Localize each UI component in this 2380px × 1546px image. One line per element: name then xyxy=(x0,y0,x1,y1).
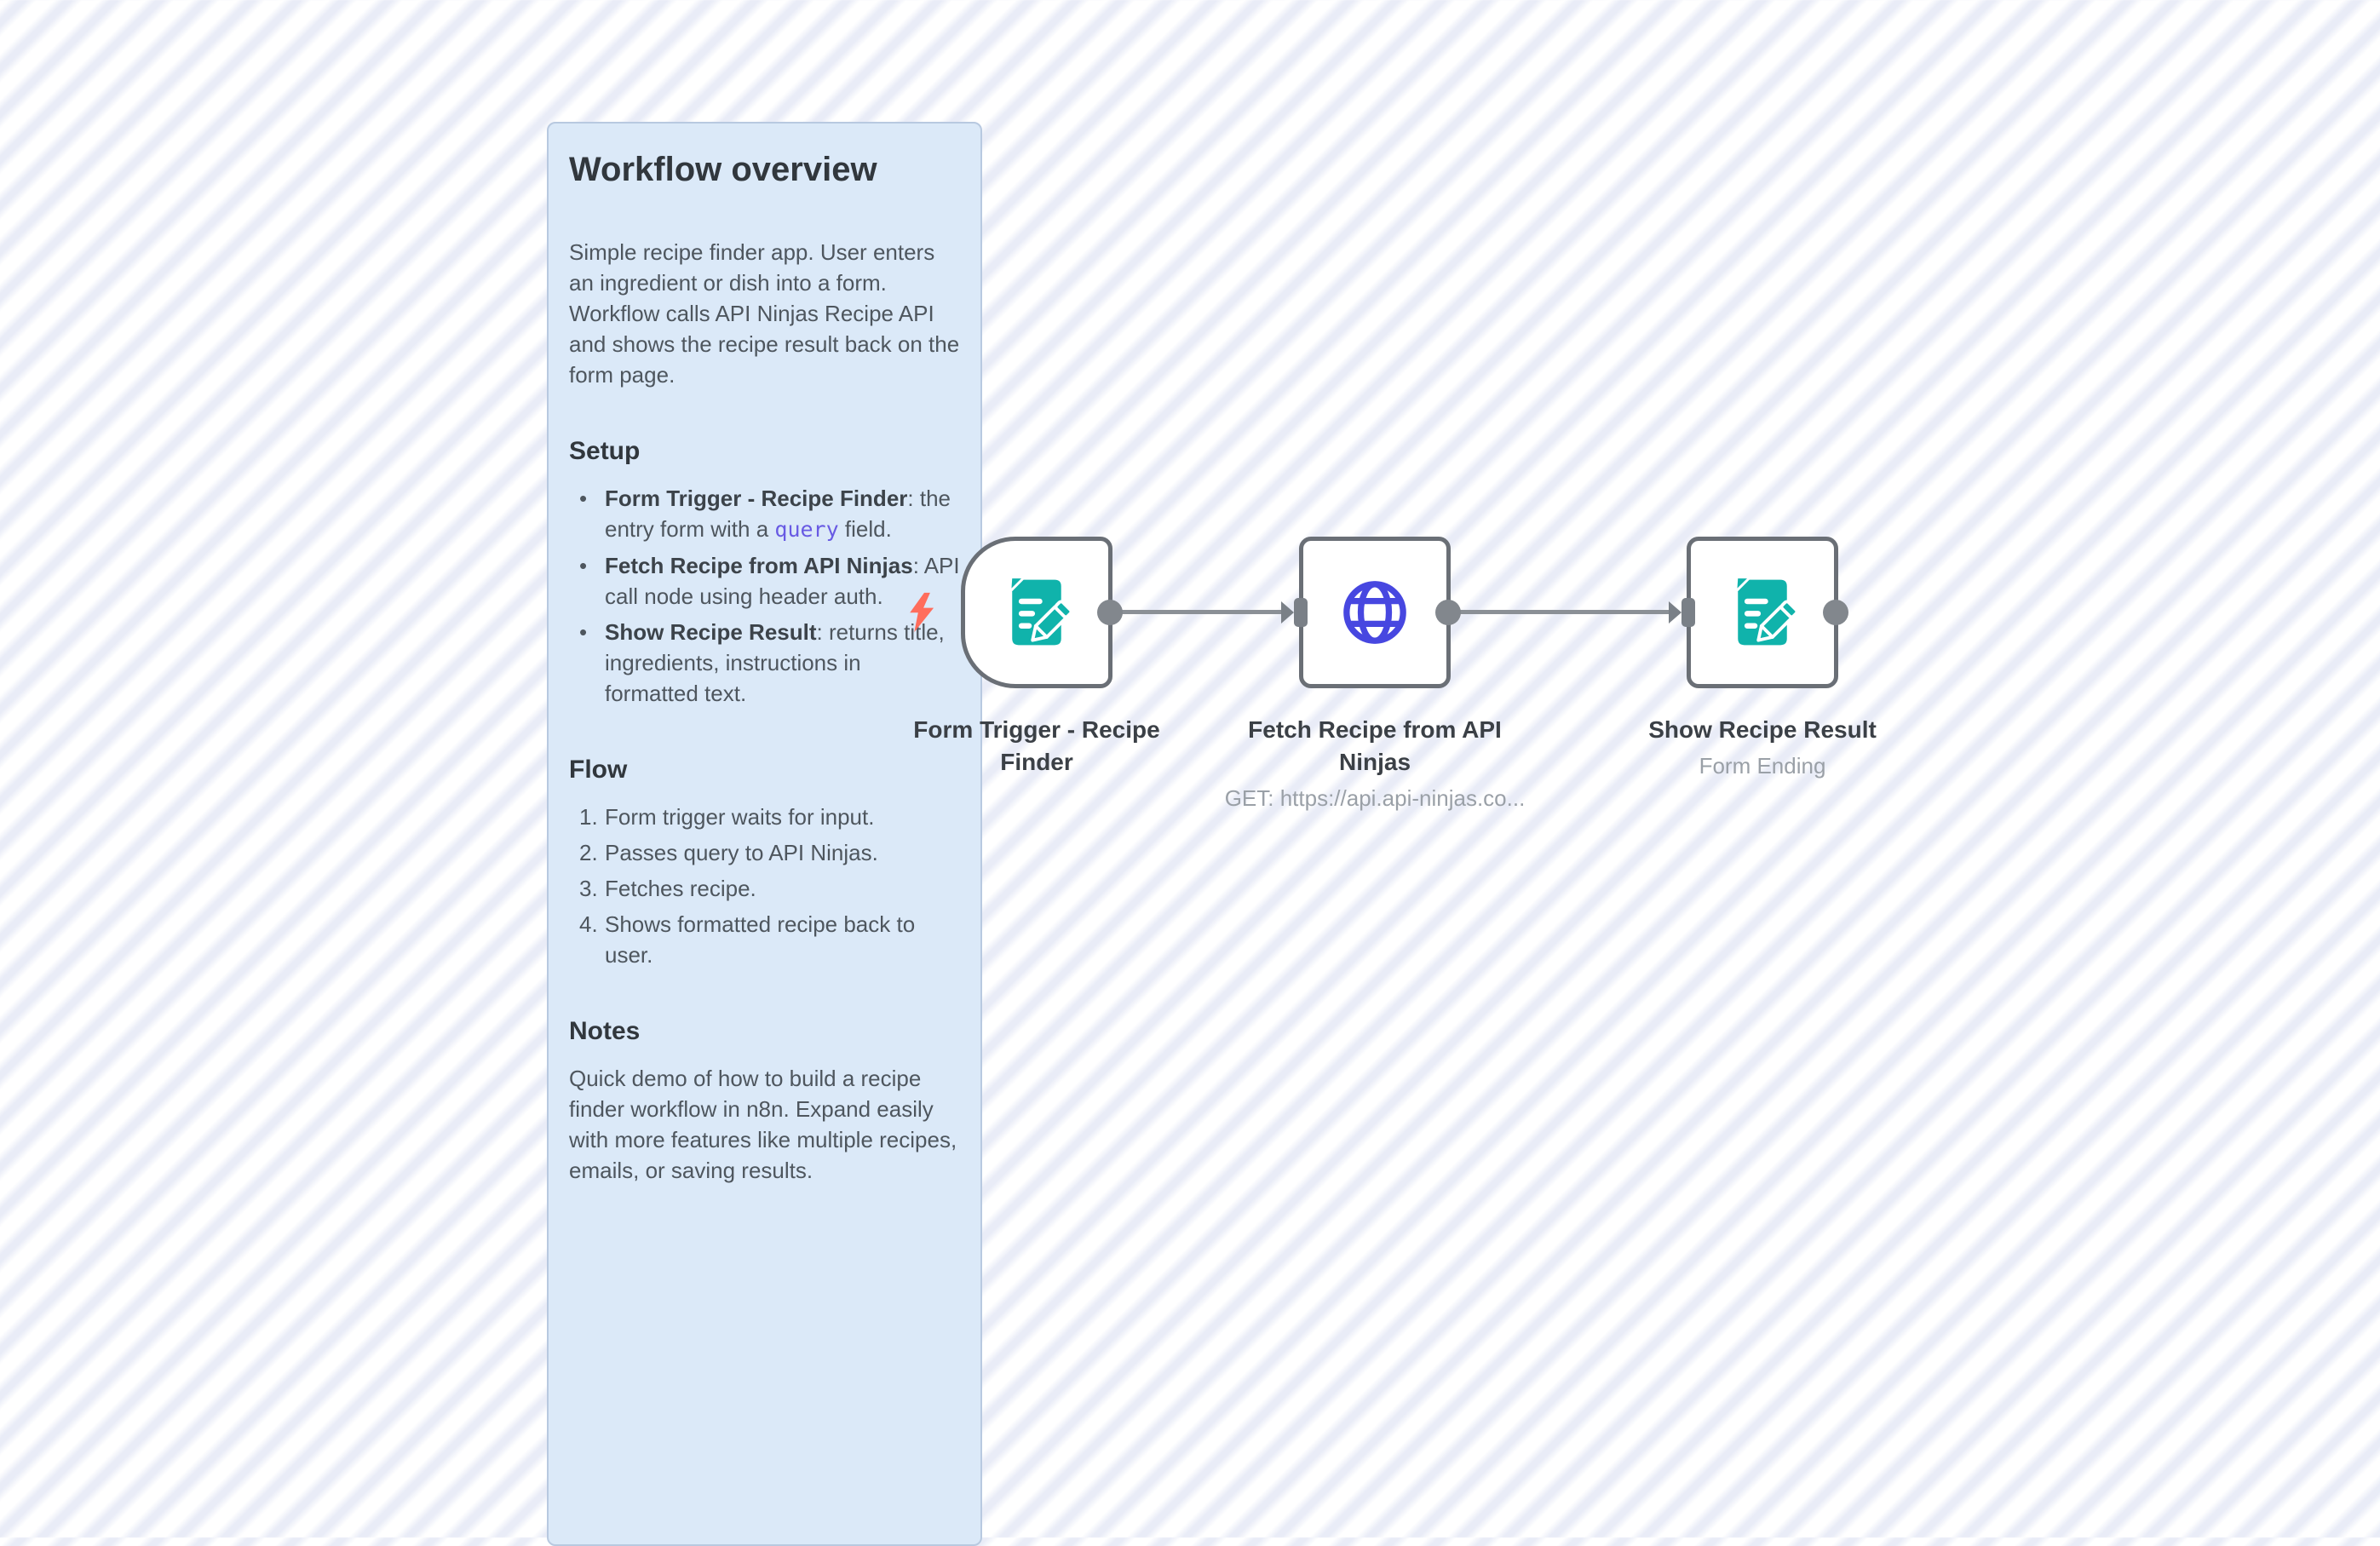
number-marker: 2. xyxy=(579,840,598,865)
list-item: • Form Trigger - Recipe Finder: the entry form with a query field. xyxy=(569,483,960,545)
globe-icon xyxy=(1336,573,1414,652)
list-item: • Show Recipe Result: returns title, ingredients, instructions in formatted text. xyxy=(569,617,960,709)
sticky-heading-notes: Notes xyxy=(569,1017,641,1045)
input-connector-bar xyxy=(1682,598,1695,627)
connection-line[interactable] xyxy=(1451,610,1669,614)
bullet-marker: • xyxy=(579,553,588,578)
node-subtitle: GET: https://api.api-ninjas.co... xyxy=(1224,785,1526,811)
input-connector-arrow-icon xyxy=(1669,601,1682,624)
sticky-intro: Simple recipe finder app. User enters an ingredient or dish into a form. Workflow calls API Ninjas Recipe API and shows the recipe result back on the form page. xyxy=(569,239,960,388)
node-label xyxy=(841,714,1233,779)
bullet-marker: • xyxy=(579,619,588,645)
setup-list xyxy=(569,483,960,709)
list-item: 1. Form trigger waits for input. xyxy=(569,802,960,832)
node-title: Fetch Recipe from API Ninjas xyxy=(1248,716,1502,775)
node-title: Show Recipe Result xyxy=(1648,716,1877,743)
input-connector-bar xyxy=(1294,598,1308,627)
form-icon xyxy=(997,573,1076,652)
sticky-note[interactable] xyxy=(547,122,982,1546)
node-fetch-recipe-from-api-ninjas[interactable] xyxy=(1224,537,1526,811)
sticky-title: Workflow overview xyxy=(569,151,877,188)
number-marker: 3. xyxy=(579,876,598,901)
node-label xyxy=(1567,714,1958,779)
node-form-trigger-recipe-finder[interactable] xyxy=(913,537,1160,775)
trigger-bolt-icon xyxy=(906,592,937,633)
list-item: • Fetch Recipe from API Ninjas: API call node using header auth. xyxy=(569,550,960,612)
list-item: 4. Shows formatted recipe back to user. xyxy=(569,909,960,970)
sticky-heading-setup: Setup xyxy=(569,437,641,465)
input-connector-arrow-icon xyxy=(1281,601,1294,624)
output-connector-dot[interactable] xyxy=(1097,600,1123,625)
node-show-recipe-result[interactable] xyxy=(1648,537,1877,779)
number-marker: 4. xyxy=(579,911,598,937)
flow-list xyxy=(569,802,960,970)
output-connector-dot[interactable] xyxy=(1823,600,1848,625)
node-label xyxy=(1179,714,1571,812)
output-connector-dot[interactable] xyxy=(1435,600,1461,625)
sticky-heading-flow: Flow xyxy=(569,756,628,784)
list-item: 2. Passes query to API Ninjas. xyxy=(569,837,960,868)
node-subtitle: Form Ending xyxy=(1699,753,1826,779)
connection-line[interactable] xyxy=(1112,610,1281,614)
inline-code: query xyxy=(774,517,839,542)
number-marker: 1. xyxy=(579,804,598,830)
bullet-marker: • xyxy=(579,486,588,511)
list-item: 3. Fetches recipe. xyxy=(569,873,960,904)
sticky-notes-body: Quick demo of how to build a recipe finder workflow in n8n. Expand easily with more features like multiple recipes, emails, or saving results. xyxy=(569,1066,957,1183)
form-icon xyxy=(1723,573,1802,652)
node-title: Form Trigger - Recipe Finder xyxy=(913,716,1160,775)
